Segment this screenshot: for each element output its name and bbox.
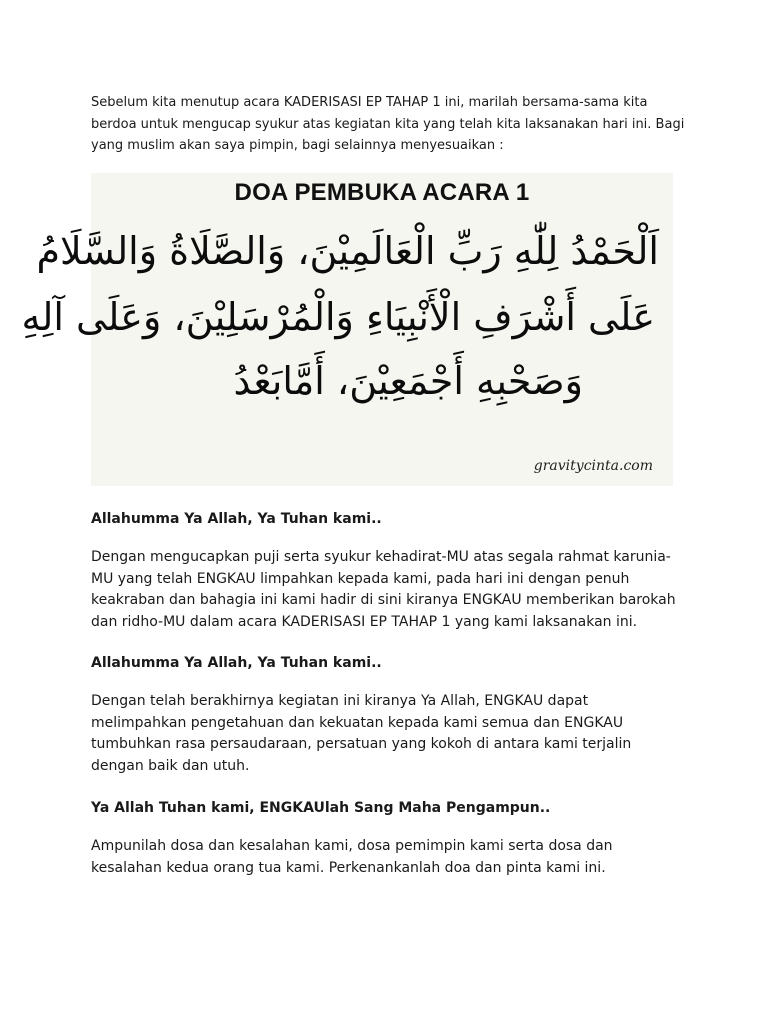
section-paragraph — [91, 547, 691, 633]
doa-image-title: DOA PEMBUKA ACARA 1 — [234, 179, 530, 206]
paragraph-line: MU yang telah ENGKAU limpahkan kepada kami, pada hari ini dengan penuh — [91, 570, 630, 587]
paragraph-line: Dengan mengucapkan puji serta syukur kehadirat-MU atas segala rahmat karunia- — [91, 549, 671, 565]
section-paragraph — [91, 836, 691, 879]
paragraph-line: kesalahan kedua orang tua kami. Perkenankanlah doa dan pinta kami ini. — [91, 859, 606, 876]
image-watermark: gravitycinta.com — [533, 458, 653, 474]
section-heading: Allahumma Ya Allah, Ya Tuhan kami.. — [91, 655, 382, 671]
section-heading: Ya Allah Tuhan kami, ENGKAUlah Sang Maha Pengampun.. — [91, 800, 551, 816]
intro-paragraph — [91, 92, 691, 157]
section-paragraph — [91, 691, 691, 777]
paragraph-line: Ampunilah dosa dan kesalahan kami, dosa pemimpin kami serta dosa dan — [91, 838, 613, 854]
paragraph-line: dengan baik dan utuh. — [91, 757, 250, 774]
arabic-line: عَلَى أَشْرَفِ الْأَنْبِيَاءِ وَالْمُرْسَلِيْنَ، وَعَلَى آلِهِ — [21, 295, 655, 339]
intro-line: Sebelum kita menutup acara KADERISASI EP TAHAP 1 ini, marilah bersama-sama kita — [91, 95, 648, 110]
paragraph-line: dan ridho-MU dalam acara KADERISASI EP TAHAP 1 yang kami laksanakan ini. — [91, 613, 638, 630]
intro-line: berdoa untuk mengucap syukur atas kegiatan kita yang telah kita laksanakan hari ini. Bagi — [91, 116, 685, 132]
arabic-line: وَصَحْبِهِ أَجْمَعِيْنَ، أَمَّابَعْدُ — [233, 359, 583, 403]
paragraph-line: melimpahkan pengetahuan dan kekuatan kepada kami semua dan ENGKAU — [91, 714, 624, 731]
paragraph-line: Dengan telah berakhirnya kegiatan ini kiranya Ya Allah, ENGKAU dapat — [91, 693, 589, 709]
paragraph-line: keakraban dan bahagia ini kami hadir di sini kiranya ENGKAU memberikan barokah — [91, 592, 676, 608]
arabic-line: اَلْحَمْدُ لِلّٰهِ رَبِّ الْعَالَمِيْنَ، وَالصَّلَاةُ وَالسَّلَامُ — [36, 229, 659, 273]
intro-line: yang muslim akan saya pimpin, bagi selainnya menyesuaikan : — [91, 138, 504, 153]
section-heading: Allahumma Ya Allah, Ya Tuhan kami.. — [91, 511, 382, 527]
doa-image — [21, 173, 673, 486]
paragraph-line: tumbuhkan rasa persaudaraan, persatuan yang kokoh di antara kami terjalin — [91, 736, 632, 752]
